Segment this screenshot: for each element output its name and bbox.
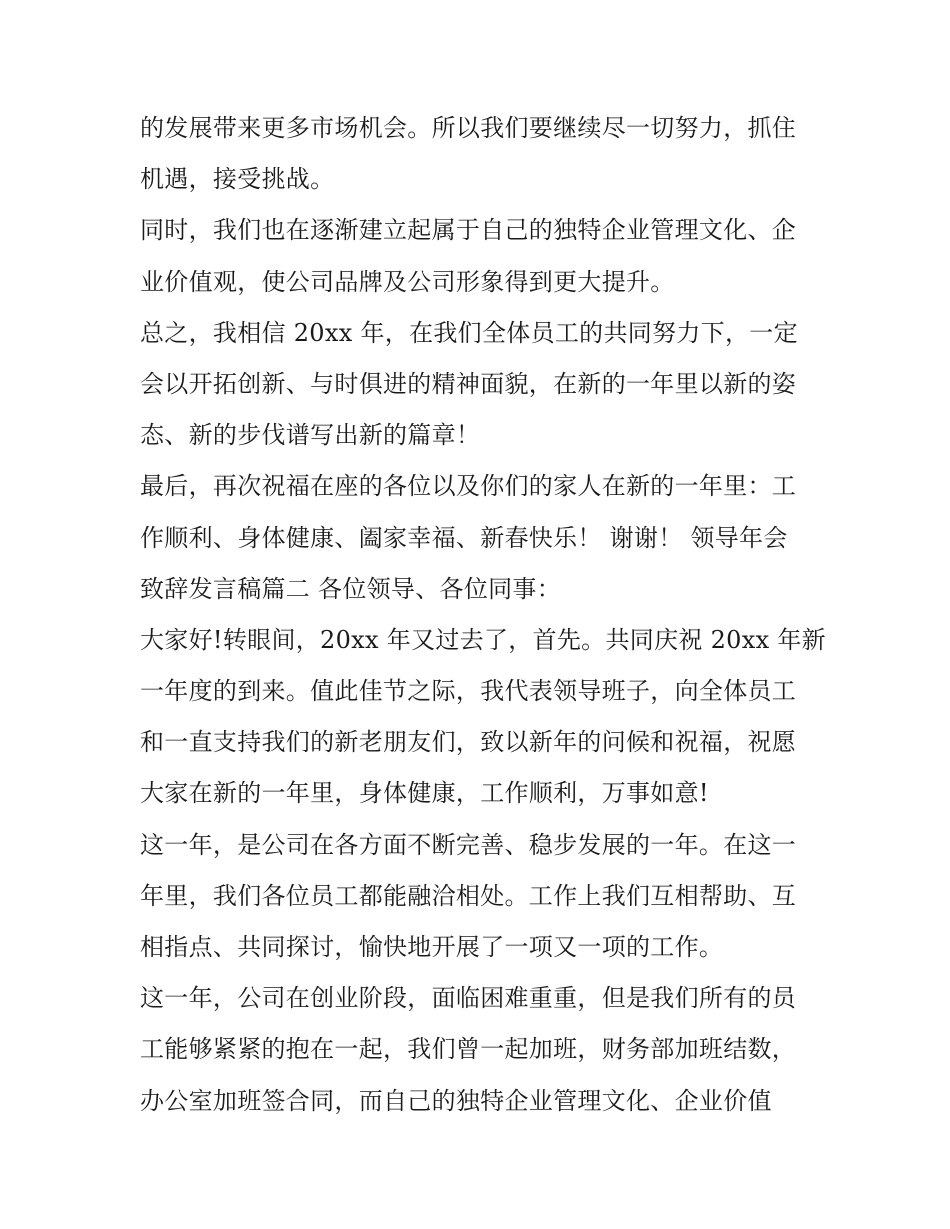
text-line: 致辞发言稿篇二 各位领导、各位同事： bbox=[140, 574, 562, 603]
text-line: 会以开拓创新、与时俱进的精神面貌，在新的一年里以新的姿 bbox=[140, 369, 797, 398]
text-line: 相指点、共同探讨，愉快地开展了一项又一项的工作。 bbox=[140, 933, 724, 961]
text-line: 总之，我相信 20xx 年，在我们全体员工的共同努力下，一定 bbox=[140, 318, 798, 347]
text-line: 的发展带来更多市场机会。所以我们要继续尽一切努力，抓住 bbox=[140, 114, 797, 142]
text-line: 同时，我们也在逐渐建立起属于自己的独特企业管理文化、企 bbox=[140, 216, 797, 245]
text-line: 态、新的步伐谱写出新的篇章！ bbox=[140, 421, 481, 450]
text-line: 机遇，接受挑战。 bbox=[140, 165, 335, 194]
text-line: 年里，我们各位员工都能融洽相处。工作上我们互相帮助、互 bbox=[140, 881, 797, 910]
text-line: 大家在新的一年里，身体健康，工作顺利，万事如意! bbox=[140, 779, 709, 808]
text-line: 和一直支持我们的新老朋友们，致以新年的问候和祝福，祝愿 bbox=[140, 728, 797, 757]
text-line: 业价值观，使公司品牌及公司形象得到更大提升。 bbox=[140, 267, 675, 296]
text-line: 工能够紧紧的抱在一起，我们曾一起加班，财务部加班结数， bbox=[140, 1035, 797, 1064]
text-line: 办公室加班签合同，而自己的独特企业管理文化、企业价值 bbox=[140, 1086, 772, 1115]
text-line: 大家好!转眼间，20xx 年又过去了，首先。共同庆祝 20xx 年新 bbox=[140, 625, 826, 654]
text-line: 作顺利、身体健康、阖家幸福、新春快乐！ 谢谢！ 领导年会 bbox=[140, 523, 788, 552]
document-body bbox=[140, 103, 826, 1127]
text-line: 最后，再次祝福在座的各位以及你们的家人在新的一年里：工 bbox=[140, 472, 797, 501]
text-line: 这一年，是公司在各方面不断完善、稳步发展的一年。在这一 bbox=[140, 830, 797, 859]
text-line: 一年度的到来。值此佳节之际，我代表领导班子，向全体员工 bbox=[140, 677, 797, 706]
text-line: 这一年，公司在创业阶段，面临困难重重，但是我们所有的员 bbox=[140, 984, 797, 1013]
